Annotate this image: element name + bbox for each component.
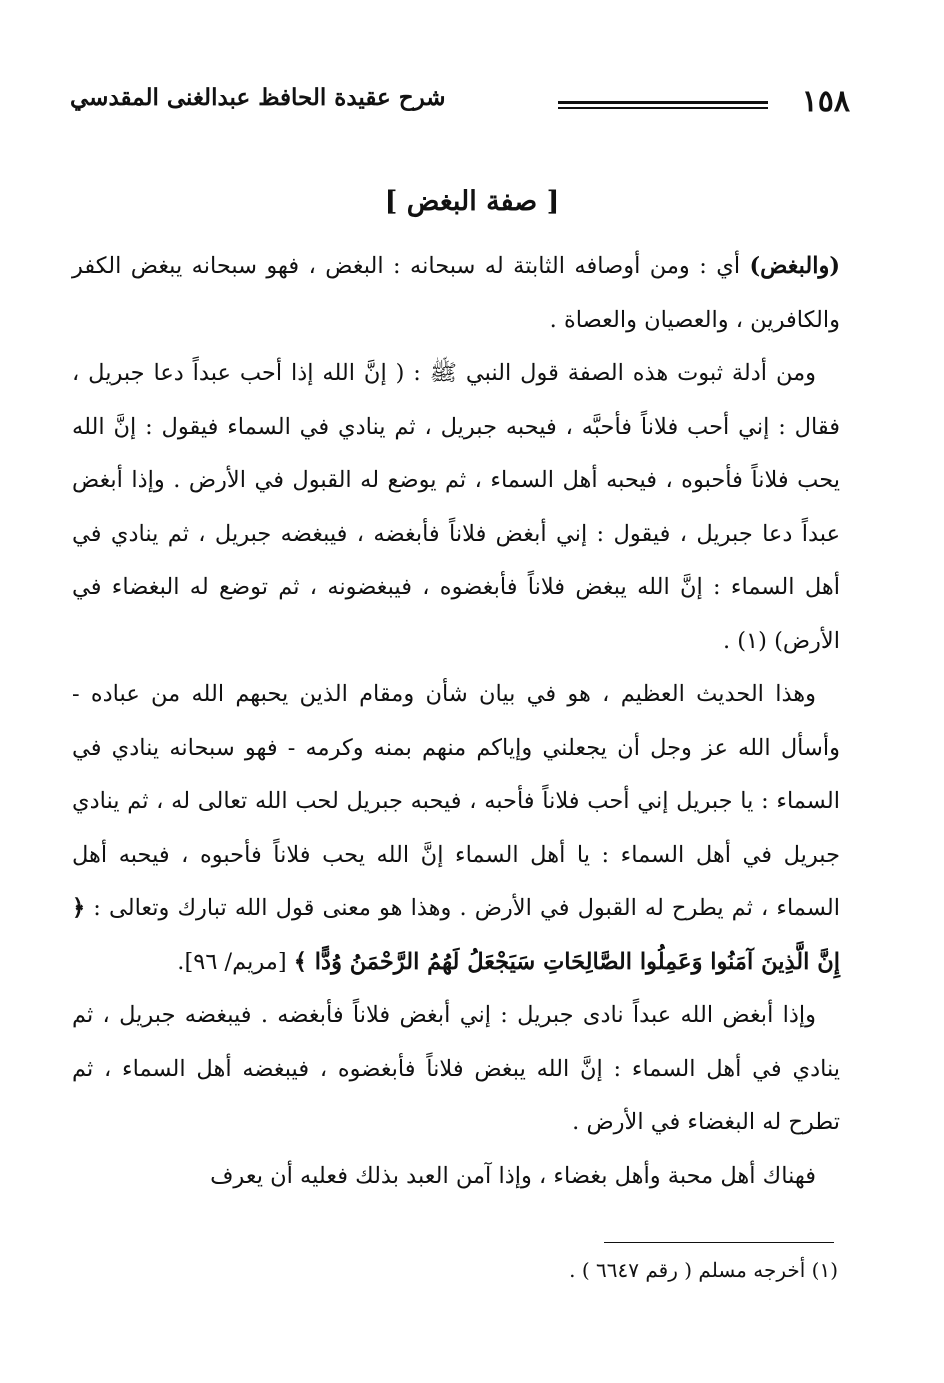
footnote-rule xyxy=(604,1242,834,1243)
body-text xyxy=(72,240,840,1203)
paragraph xyxy=(72,1150,840,1204)
paragraph-text: ومن أدلة ثبوت هذه الصفة قول النبي ﷺ : ( إنَّ الله إذا أحب عبداً دعا جبريل ، فقال : إني أحب فلاناً فأحبَّه ، فيحبه جبريل ، ثم ينادي في السماء فيقول : إنَّ الله يحب فلاناً فأحبوه ، فيحبه أهل السماء ، ثم يوضع له القبول في الأرض . وإذا أبغض عبداً دعا جبريل ، فيقول : إني أبغض فلاناً فأبغضه ، فيبغضه جبريل ، ثم ينادي في أهل السماء : إنَّ الله يبغض فلاناً فأبغضوه ، فيبغضونه ، ثم توضع له البغضاء في الأرض) (١) . xyxy=(72,360,840,654)
paragraph xyxy=(72,240,840,347)
verse-reference: [مريم/ ٩٦]. xyxy=(177,948,294,975)
section-heading: [ صفة البغض ] xyxy=(384,186,560,217)
quran-verse: ﴿ إِنَّ الَّذِينَ آمَنُوا وَعَمِلُوا الصَّالِحَاتِ سَيَجْعَلُ لَهُمُ الرَّحْمَنُ وُدًّا ﴾ xyxy=(72,895,840,975)
paragraph-text: فهناك أهل محبة وأهل بغضاء ، وإذا آمن العبد بذلك فعليه أن يعرف xyxy=(210,1162,816,1189)
footnote: (١) أخرجه مسلم ( رقم ٦٦٤٧ ) . xyxy=(569,1258,838,1282)
paragraph-text: أي : ومن أوصافه الثابتة له سبحانه : البغض ، فهو سبحانه يبغض الكفر والكافرين ، والعصيان والعصاة . xyxy=(72,253,840,333)
paragraph xyxy=(72,347,840,668)
paragraph-text: وإذا أبغض الله عبداً نادى جبريل : إني أبغض فلاناً فأبغضه . فيبغضه جبريل ، ثم ينادي في أهل السماء : إنَّ الله يبغض فلاناً فأبغضوه ، فيبغضه أهل السماء ، ثم تطرح له البغضاء في الأرض . xyxy=(72,1002,840,1135)
running-header xyxy=(70,84,850,124)
paragraph xyxy=(72,668,840,989)
book-title: شرح عقيدة الحافظ عبدالغنى المقدسي xyxy=(70,84,446,111)
page-number: ١٥٨ xyxy=(801,84,850,119)
paragraph xyxy=(72,989,840,1150)
paragraph-lead-term: (والبغض) xyxy=(749,253,840,279)
paragraph-text: وهذا الحديث العظيم ، هو في بيان شأن ومقام الذين يحبهم الله من عباده - وأسأل الله عز وجل أن يجعلني وإياكم منهم بمنه وكرمه - فهو سبحانه ينادي في السماء : يا جبريل إني أحب فلاناً فأحبه ، فيحبه جبريل لحب الله تعالى له ، ثم ينادي جبريل في أهل السماء : يا أهل السماء إنَّ الله يحب فلاناً فأحبوه ، فيحبه أهل السماء ، ثم يطرح له القبول في الأرض . وهذا هو معنى قول الله تبارك وتعالى : xyxy=(72,681,840,921)
header-rule xyxy=(558,101,768,109)
